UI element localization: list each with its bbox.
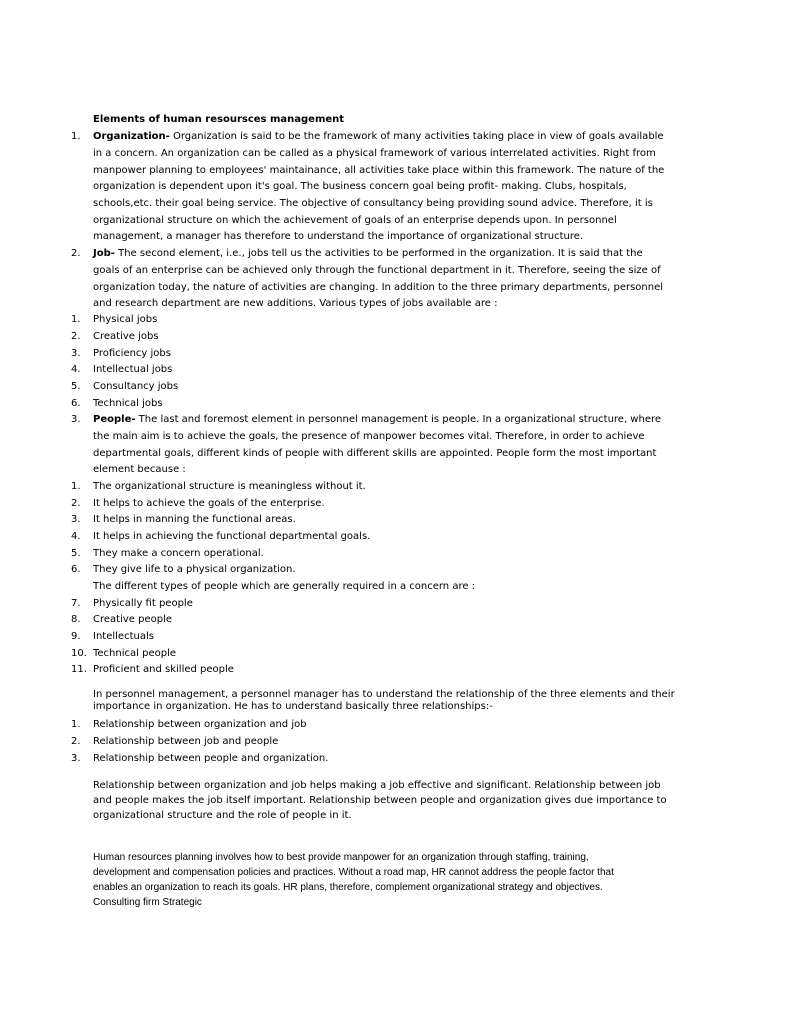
list-number: 1.	[71, 481, 81, 492]
job-term: Job-	[93, 248, 115, 259]
people-reason-item: It helps in manning the functional areas.	[93, 514, 296, 525]
item-number: 3.	[71, 414, 81, 425]
hr-planning-line: enables an organization to reach its goals. HR plans, therefore, complement organizational strategy and objectives.	[93, 882, 603, 893]
people-types-intro: The different types of people which are generally required in a concern are :	[93, 581, 476, 592]
job-paragraph-line: goals of an enterprise can be achieved only through the functional department in it. Therefore, seeing the size of	[93, 265, 661, 276]
job-type-item: Physical jobs	[93, 314, 158, 325]
hr-planning-line: development and compensation policies and practices. Without a road map, HR cannot address the people factor that	[93, 867, 614, 878]
people-reason-item: It helps in achieving the functional departmental goals.	[93, 531, 371, 542]
item-number: 1.	[71, 131, 81, 142]
list-number: 3.	[71, 753, 81, 764]
people-paragraph-line: departmental goals, different kinds of people with different skills are appointed. People form the most important	[93, 448, 657, 459]
list-number: 5.	[71, 548, 81, 559]
relationships-summary-line: Relationship between organization and job helps making a job effective and significant. Relationship between job	[93, 780, 661, 791]
list-number: 9.	[71, 631, 81, 642]
list-number: 1.	[71, 719, 81, 730]
job-type-item: Proficiency jobs	[93, 348, 171, 359]
list-number: 7.	[71, 598, 81, 609]
people-paragraph-line: element because :	[93, 464, 186, 475]
organization-paragraph-line: schools,etc. their goal being service. The objective of consultancy being providing sound advice. Therefore, it is	[93, 198, 653, 209]
list-number: 2.	[71, 331, 81, 342]
job-text: The second element, i.e., jobs tell us the activities to be performed in the organization. It is said that the	[114, 248, 643, 259]
people-term: People-	[93, 414, 136, 425]
document-heading: Elements of human resoursces management	[93, 114, 345, 125]
organization-paragraph-line: organizational structure on which the achievement of goals of an enterprise depends upon. In personnel	[93, 215, 617, 226]
relationship-item: Relationship between organization and job	[93, 719, 307, 730]
relationships-summary-line: organizational structure and the role of people in it.	[93, 810, 352, 821]
relationships-intro-line: importance in organization. He has to understand basically three relationships:-	[93, 701, 493, 712]
people-type-item: Proficient and skilled people	[93, 664, 234, 675]
people-reason-item: The organizational structure is meaningless without it.	[93, 481, 366, 492]
item-number: 2.	[71, 248, 81, 259]
people-reason-item: They give life to a physical organization.	[93, 564, 296, 575]
list-number: 10.	[71, 648, 87, 659]
organization-paragraph-line: in a concern. An organization can be called as a physical framework of various interrelated activities. Right from	[93, 148, 656, 159]
list-number: 1.	[71, 314, 81, 325]
hr-planning-line: Consulting firm Strategic	[93, 897, 202, 908]
list-number: 3.	[71, 514, 81, 525]
job-paragraph-line	[93, 247, 643, 260]
organization-paragraph-line: organization is dependent upon it's goal. The business concern goal being profit- making. Clubs, hospitals,	[93, 181, 627, 192]
job-paragraph-line: organization today, the nature of activities are changing. In addition to the three primary departments, personnel	[93, 282, 664, 293]
people-type-item: Technical people	[93, 648, 176, 659]
people-paragraph-line: the main aim is to achieve the goals, the presence of manpower becomes vital. Therefore, in order to achieve	[93, 431, 645, 442]
people-reason-item: They make a concern operational.	[93, 548, 264, 559]
list-number: 4.	[71, 364, 81, 375]
relationships-summary-line: and people makes the job itself important. Relationship between people and organization gives due importance to	[93, 795, 667, 806]
list-number: 8.	[71, 614, 81, 625]
people-paragraph-line	[93, 413, 661, 426]
list-number: 6.	[71, 398, 81, 409]
people-reason-item: It helps to achieve the goals of the enterprise.	[93, 498, 325, 509]
list-number: 11.	[71, 664, 87, 675]
people-type-item: Physically fit people	[93, 598, 193, 609]
organization-paragraph-line: manpower planning to employees' maintainance, all activities take place within this framework. The nature of the	[93, 165, 665, 176]
list-number: 4.	[71, 531, 81, 542]
organization-paragraph-line: management, a manager has therefore to understand the importance of organizational structure.	[93, 231, 584, 242]
job-type-item: Technical jobs	[93, 398, 163, 409]
relationship-item: Relationship between job and people	[93, 736, 279, 747]
organization-term: Organization-	[93, 131, 170, 142]
job-type-item: Intellectual jobs	[93, 364, 173, 375]
organization-paragraph-line	[93, 130, 664, 143]
hr-planning-line: Human resources planning involves how to best provide manpower for an organization through staffing, training,	[93, 852, 589, 863]
list-number: 6.	[71, 564, 81, 575]
people-type-item: Intellectuals	[93, 631, 154, 642]
organization-text: Organization is said to be the framework of many activities taking place in view of goals available	[169, 131, 664, 142]
list-number: 5.	[71, 381, 81, 392]
job-type-item: Consultancy jobs	[93, 381, 179, 392]
job-type-item: Creative jobs	[93, 331, 159, 342]
people-text: The last and foremost element in personnel management is people. In a organizational structure, where	[135, 414, 662, 425]
list-number: 2.	[71, 736, 81, 747]
relationships-intro-line: In personnel management, a personnel manager has to understand the relationship of the three elements and their	[93, 689, 675, 700]
list-number: 2.	[71, 498, 81, 509]
relationship-item: Relationship between people and organization.	[93, 753, 329, 764]
people-type-item: Creative people	[93, 614, 172, 625]
job-paragraph-line: and research department are new additions. Various types of jobs available are :	[93, 298, 498, 309]
list-number: 3.	[71, 348, 81, 359]
